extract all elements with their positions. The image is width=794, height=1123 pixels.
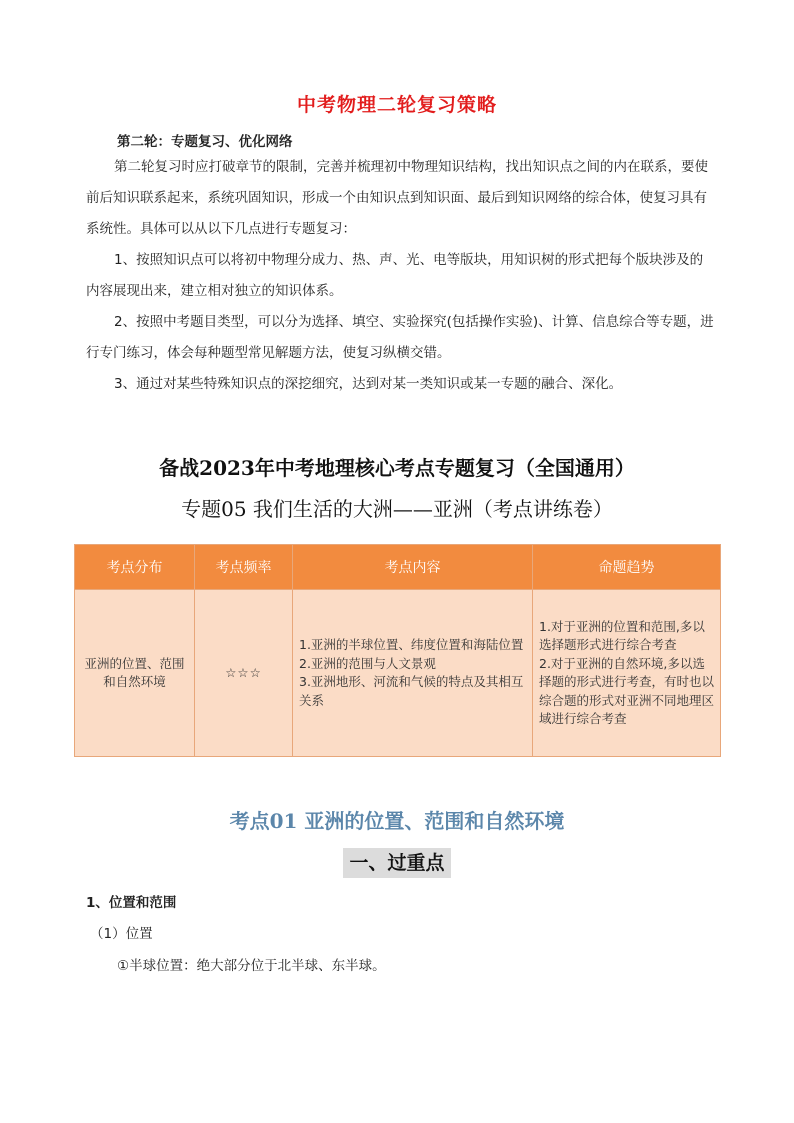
paragraph: 3、通过对某些特殊知识点的深挖细究，达到对某一类知识或某一专题的融合、深化。 (114, 376, 623, 392)
paragraph: 第二轮复习时应打破章节的限制，完善并梳理初中物理知识结构，找出知识点之间的内在联系，要使前后知识联系起来，系统巩固知识，形成一个由知识点到知识面、最后到知识网络的综合体，使复习具有系统性。具体可以从以下几点进行专题复习： (86, 159, 708, 237)
table-row (75, 590, 721, 757)
table-header-row (75, 545, 721, 590)
exam-points-table (74, 544, 721, 757)
cell-content (293, 590, 533, 757)
point-item: ①半球位置：绝大部分位于北半球、东半球。 (117, 958, 386, 974)
paragraph: 2、按照中考题目类型，可以分为选择、填空、实验探究(包括操作实验)、计算、信息综合等专题，进行专门练习，体会每种题型常见解题方法，使复习纵横交错。 (86, 314, 714, 361)
cell-trend (533, 590, 721, 757)
header-trend: 命题趋势 (533, 545, 721, 590)
header-distribution: 考点分布 (75, 545, 195, 590)
header-frequency: 考点频率 (195, 545, 293, 590)
content-item: 3.亚洲地形、河流和气候的特点及其相互关系 (299, 674, 524, 708)
strategy-title: 中考物理二轮复习策略 (296, 94, 497, 116)
heading-level-2: （1）位置 (90, 926, 153, 942)
cell-distribution: 亚洲的位置、范围和自然环境 (75, 590, 195, 757)
content-item: 1.亚洲的半球位置、纬度位置和海陆位置 (299, 637, 524, 652)
heading-level-1: 1、位置和范围 (86, 895, 177, 911)
exam-point-title: 考点01 亚洲的位置、范围和自然环境 (229, 809, 565, 833)
header-content: 考点内容 (293, 545, 533, 590)
strategy-body (86, 152, 716, 400)
strategy-subheading: 第二轮：专题复习、优化网络 (117, 134, 293, 150)
trend-item: 1.对于亚洲的位置和范围,多以选择题形式进行综合考查 (539, 618, 705, 652)
content-item: 2.亚洲的范围与人文景观 (299, 655, 436, 671)
paragraph: 1、按照知识点可以将初中物理分成力、热、声、光、电等版块，用知识树的形式把每个版块涉及的内容展现出来，建立相对独立的知识体系。 (86, 252, 704, 299)
star-rating: ☆☆☆ (195, 590, 293, 757)
trend-item: 2.对于亚洲的自然环境,多以选择题的形式进行考查，有时也以综合题的形式对亚洲不同地理区域进行综合考查 (539, 655, 715, 726)
document-subtitle: 专题05 我们生活的大洲——亚洲（考点讲练卷） (181, 497, 613, 521)
document-title: 备战2023年中考地理核心考点专题复习（全国通用） (159, 456, 635, 480)
section-heading: 一、过重点 (343, 848, 451, 878)
